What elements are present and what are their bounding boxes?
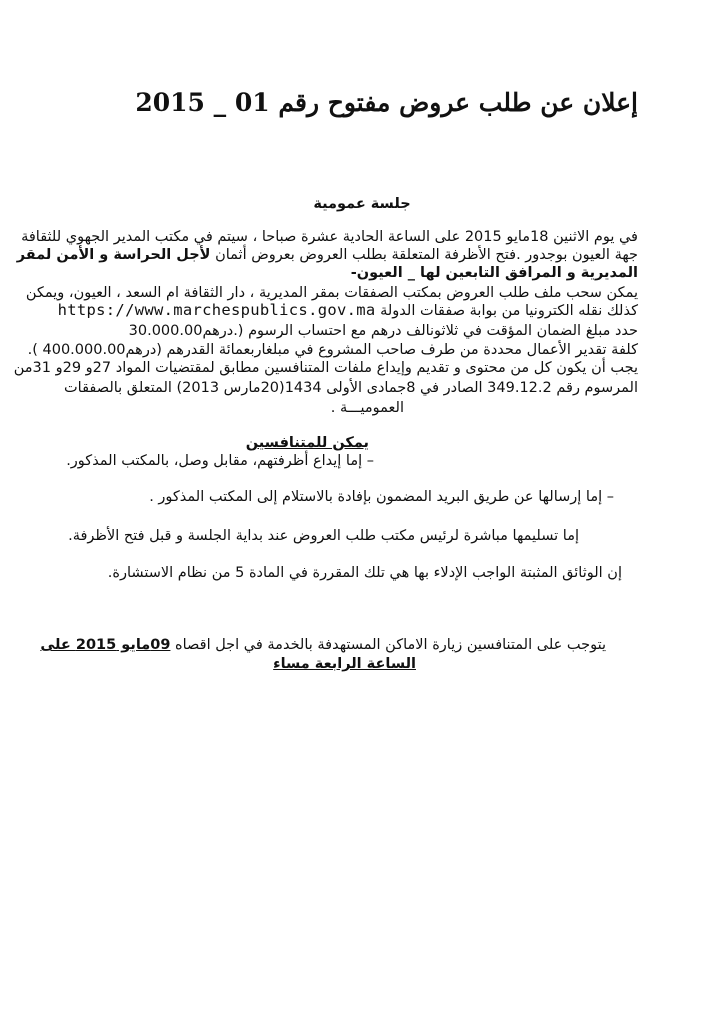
paragraph1-line3: المديرية و المرافق التابعين لها _ العيون-	[350, 265, 638, 281]
paragraph1-line2	[17, 247, 638, 264]
portal-link[interactable]: https://www.marchespublics.gov.ma	[57, 301, 376, 319]
cost-line: كلفة تقدير الأعمال محددة من طرف صاحب المشروع في مبلغاربعمائة القدرهم (درهم400.000.00 ).	[27, 342, 638, 358]
option-mail: – إما إرسالها عن طريق البريد المضمون بإفادة بالاستلام إلى المكتب المذكور .	[149, 489, 614, 505]
paragraph2-line2	[58, 302, 638, 320]
option-deposit: – إما إيداع أظرفتهم، مقابل وصل، بالمكتب المذكور.	[66, 453, 374, 469]
paragraph1-line1: في يوم الاثنين 18مايو 2015 على الساعة الحادية عشرة صباحا ، سيتم في مكتب المدير الجهوي للثقافة	[21, 229, 638, 245]
paragraph3-line3: العموميـــة .	[330, 400, 404, 416]
paragraph3-line1: يجب أن يكون كل من محتوى و تقديم وإيداع ملفات المتنافسين مطابق لمقتضيات المواد 27و 29و 31من	[13, 360, 638, 376]
paragraph3-line2: المرسوم رقم 349.12.2 الصادر في 8جمادى الأولى 1434(20مارس 2013) المتعلق بالصفقات	[64, 380, 638, 396]
visit-deadline-date: 09مايو 2015 على	[40, 637, 171, 653]
session-heading: جلسة عمومية	[313, 196, 411, 212]
paragraph2-line2-text: كذلك نقله الكترونيا من بوابة صفقات الدولة	[375, 303, 638, 319]
documents-line: إن الوثائق المثبتة الواجب الإدلاء بها هي تلك المقررة في المادة 5 من نظام الاستشارة.	[107, 565, 622, 581]
guarantee-line: حدد مبلغ الضمان المؤقت في ثلاثونالف درهم مع احتساب الرسوم (.درهم30.000.00	[128, 323, 638, 339]
paragraph2-line1: يمكن سحب ملف طلب العروض بمكتب الصفقات بمقر المديرية ، دار الثقافة ام السعد ، العيون، ويمكن	[25, 285, 638, 301]
paragraph1-line2-text: جهة العيون بوجدور .فتح الأظرفة المتعلقة بطلب العروض بعروض أثمان	[210, 247, 638, 263]
page-title: إعلان عن طلب عروض مفتوح رقم 01 _ 2015	[135, 88, 638, 117]
candidates-heading: يمكن للمتنافسين	[245, 435, 369, 451]
visit-deadline-time: الساعة الرابعة مساء	[273, 656, 416, 672]
paragraph1-line2-bold: لأجل الحراسة و الأمن لمقر	[16, 247, 211, 263]
option-hand-delivery: إما تسليمها مباشرة لرئيس مكتب طلب العروض عند بداية الجلسة و قبل فتح الأظرفة.	[68, 528, 579, 544]
visit-line1-text: يتوجب على المتنافسين زيارة الاماكن المستهدفة بالخدمة في اجل اقصاه	[170, 637, 606, 653]
visit-line1	[40, 637, 606, 654]
